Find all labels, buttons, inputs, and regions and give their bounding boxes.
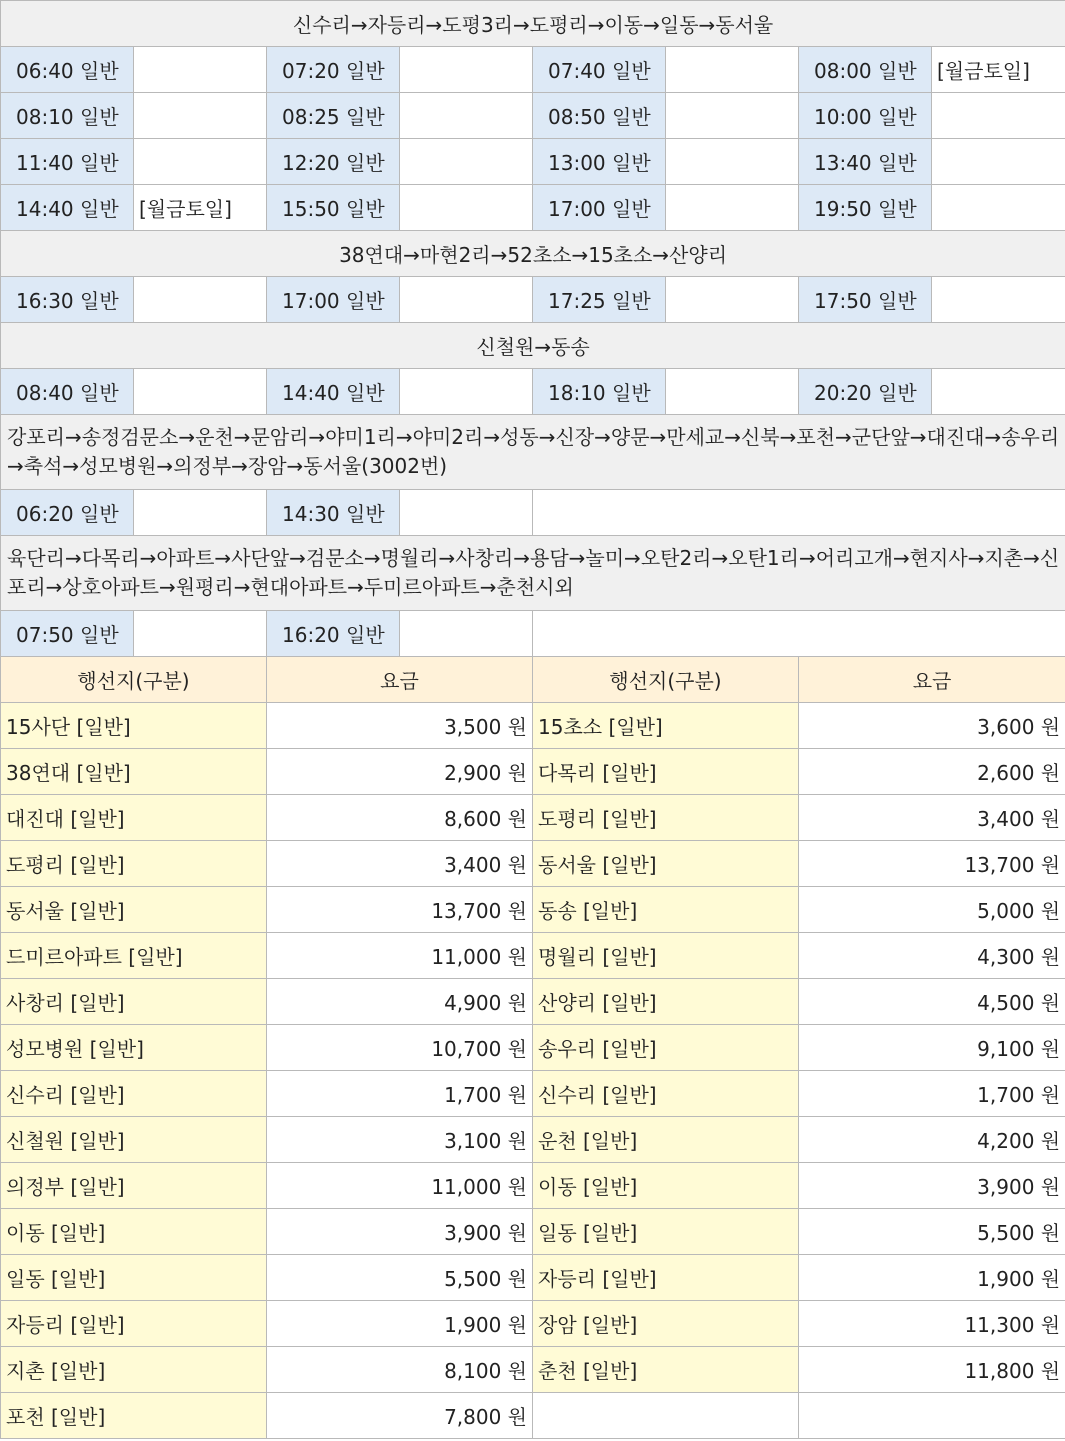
departure-time: 16:20 일반 (267, 611, 400, 657)
route-title: 38연대→마현2리→52초소→15초소→산양리 (1, 231, 1065, 277)
departure-time: 17:00 일반 (267, 277, 400, 323)
fare-destination (533, 1393, 799, 1439)
fare-price: 7,800 원 (267, 1393, 533, 1439)
fare-price: 4,200 원 (799, 1117, 1065, 1163)
service-note (932, 93, 1065, 139)
fare-row (1, 1255, 1065, 1301)
fare-header-row (1, 657, 1065, 703)
fare-destination: 포천 [일반] (1, 1393, 267, 1439)
service-note (134, 93, 267, 139)
fare-row (1, 1393, 1065, 1439)
fare-price: 11,300 원 (799, 1301, 1065, 1347)
service-note: [월금토일] (932, 47, 1065, 93)
fare-row (1, 703, 1065, 749)
service-note (666, 93, 799, 139)
service-note (666, 47, 799, 93)
fare-row (1, 1025, 1065, 1071)
fare-price: 9,100 원 (799, 1025, 1065, 1071)
fare-destination: 성모병원 [일반] (1, 1025, 267, 1071)
fare-price: 1,900 원 (799, 1255, 1065, 1301)
empty-cell (533, 490, 1065, 536)
fare-destination: 자등리 [일반] (1, 1301, 267, 1347)
route-title: 신철원→동송 (1, 323, 1065, 369)
fare-destination: 15사단 [일반] (1, 703, 267, 749)
fare-destination: 다목리 [일반] (533, 749, 799, 795)
fare-destination: 의정부 [일반] (1, 1163, 267, 1209)
fare-destination: 이동 [일반] (533, 1163, 799, 1209)
departure-time: 08:25 일반 (267, 93, 400, 139)
route-title: 신수리→자등리→도평3리→도평리→이동→일동→동서울 (1, 1, 1065, 47)
service-note (400, 490, 533, 536)
service-note (666, 369, 799, 415)
route-title: 강포리→송정검문소→운천→문암리→야미1리→야미2리→성동→신장→양문→만세교→신북→포천→군단앞→대진대→송우리→축석→성모병원→의정부→장암→동서울(3002번) (1, 415, 1065, 490)
fare-row (1, 1117, 1065, 1163)
fare-destination: 장암 [일반] (533, 1301, 799, 1347)
fare-price: 5,500 원 (799, 1209, 1065, 1255)
service-note (134, 611, 267, 657)
departure-time: 06:20 일반 (1, 490, 134, 536)
fare-destination: 15초소 [일반] (533, 703, 799, 749)
service-note (400, 369, 533, 415)
service-note (134, 369, 267, 415)
departure-time: 17:00 일반 (533, 185, 666, 231)
fare-price: 3,600 원 (799, 703, 1065, 749)
fare-row (1, 1209, 1065, 1255)
fare-header-destination: 행선지(구분) (1, 657, 267, 703)
departure-time: 16:30 일반 (1, 277, 134, 323)
fare-destination: 동서울 [일반] (1, 887, 267, 933)
fare-header-price: 요금 (799, 657, 1065, 703)
schedule-row (1, 139, 1065, 185)
route-title: 육단리→다목리→아파트→사단앞→검문소→명월리→사창리→용담→놀미→오탄2리→오탄1리→어리고개→현지사→지촌→신포리→상호아파트→원평리→현대아파트→두미르아파트→춘천시외 (1, 536, 1065, 611)
fare-destination: 운천 [일반] (533, 1117, 799, 1163)
departure-time: 07:20 일반 (267, 47, 400, 93)
fare-row (1, 979, 1065, 1025)
fare-destination: 산양리 [일반] (533, 979, 799, 1025)
fare-price: 11,000 원 (267, 1163, 533, 1209)
fare-price: 1,700 원 (267, 1071, 533, 1117)
departure-time: 14:40 일반 (267, 369, 400, 415)
empty-cell (533, 611, 1065, 657)
schedule-row (1, 369, 1065, 415)
fare-price: 8,600 원 (267, 795, 533, 841)
fare-destination: 이동 [일반] (1, 1209, 267, 1255)
service-note (400, 93, 533, 139)
departure-time: 13:40 일반 (799, 139, 932, 185)
service-note (666, 277, 799, 323)
fare-price: 13,700 원 (799, 841, 1065, 887)
fare-destination: 도평리 [일반] (533, 795, 799, 841)
departure-time: 20:20 일반 (799, 369, 932, 415)
fare-row (1, 795, 1065, 841)
fare-price: 11,000 원 (267, 933, 533, 979)
departure-time: 08:00 일반 (799, 47, 932, 93)
fare-price: 3,400 원 (799, 795, 1065, 841)
departure-time: 17:25 일반 (533, 277, 666, 323)
fare-destination: 동송 [일반] (533, 887, 799, 933)
service-note (932, 277, 1065, 323)
service-note (400, 139, 533, 185)
departure-time: 07:50 일반 (1, 611, 134, 657)
departure-time: 10:00 일반 (799, 93, 932, 139)
fare-row (1, 1301, 1065, 1347)
fare-header-destination: 행선지(구분) (533, 657, 799, 703)
service-note (134, 139, 267, 185)
departure-time: 15:50 일반 (267, 185, 400, 231)
departure-time: 17:50 일반 (799, 277, 932, 323)
fare-destination: 신수리 [일반] (1, 1071, 267, 1117)
fare-row (1, 887, 1065, 933)
fare-price: 2,600 원 (799, 749, 1065, 795)
fare-price: 8,100 원 (267, 1347, 533, 1393)
service-note (400, 277, 533, 323)
fare-price: 3,900 원 (267, 1209, 533, 1255)
fare-destination: 일동 [일반] (1, 1255, 267, 1301)
fare-table (1, 703, 1065, 1439)
fare-price: 3,100 원 (267, 1117, 533, 1163)
fare-price: 2,900 원 (267, 749, 533, 795)
departure-time: 18:10 일반 (533, 369, 666, 415)
service-note (134, 277, 267, 323)
fare-price: 3,500 원 (267, 703, 533, 749)
schedule-row (1, 93, 1065, 139)
service-note (134, 47, 267, 93)
fare-price: 3,900 원 (799, 1163, 1065, 1209)
schedule-row (1, 611, 1065, 657)
service-note (932, 369, 1065, 415)
fare-price: 1,700 원 (799, 1071, 1065, 1117)
fare-destination: 송우리 [일반] (533, 1025, 799, 1071)
fare-destination: 도평리 [일반] (1, 841, 267, 887)
schedule-row (1, 185, 1065, 231)
schedule-row (1, 47, 1065, 93)
departure-time: 08:50 일반 (533, 93, 666, 139)
fare-destination: 동서울 [일반] (533, 841, 799, 887)
service-note (666, 139, 799, 185)
schedule-row (1, 277, 1065, 323)
fare-destination: 신수리 [일반] (533, 1071, 799, 1117)
service-note (400, 611, 533, 657)
fare-price: 4,900 원 (267, 979, 533, 1025)
departure-time: 14:40 일반 (1, 185, 134, 231)
fare-destination: 자등리 [일반] (533, 1255, 799, 1301)
departure-time: 12:20 일반 (267, 139, 400, 185)
fare-destination: 사창리 [일반] (1, 979, 267, 1025)
fare-destination: 지촌 [일반] (1, 1347, 267, 1393)
fare-row (1, 749, 1065, 795)
fare-price: 4,300 원 (799, 933, 1065, 979)
departure-time: 19:50 일반 (799, 185, 932, 231)
fare-row (1, 1347, 1065, 1393)
fare-destination: 대진대 [일반] (1, 795, 267, 841)
fare-price: 4,500 원 (799, 979, 1065, 1025)
fare-row (1, 1071, 1065, 1117)
schedule-row (1, 490, 1065, 536)
fare-row (1, 841, 1065, 887)
fare-price: 5,000 원 (799, 887, 1065, 933)
departure-time: 08:10 일반 (1, 93, 134, 139)
fare-header-price: 요금 (267, 657, 533, 703)
fare-destination: 명월리 [일반] (533, 933, 799, 979)
fare-price: 13,700 원 (267, 887, 533, 933)
departure-time: 06:40 일반 (1, 47, 134, 93)
fare-destination: 38연대 [일반] (1, 749, 267, 795)
departure-time: 11:40 일반 (1, 139, 134, 185)
fare-destination: 드미르아파트 [일반] (1, 933, 267, 979)
departure-time: 13:00 일반 (533, 139, 666, 185)
fare-destination: 춘천 [일반] (533, 1347, 799, 1393)
fare-price: 11,800 원 (799, 1347, 1065, 1393)
fare-destination: 일동 [일반] (533, 1209, 799, 1255)
fare-row (1, 1163, 1065, 1209)
fare-price (799, 1393, 1065, 1439)
fare-price: 1,900 원 (267, 1301, 533, 1347)
fare-row (1, 933, 1065, 979)
service-note (400, 47, 533, 93)
service-note (932, 139, 1065, 185)
service-note (932, 185, 1065, 231)
departure-time: 14:30 일반 (267, 490, 400, 536)
service-note: [월금토일] (134, 185, 267, 231)
fare-destination: 신철원 [일반] (1, 1117, 267, 1163)
departure-time: 08:40 일반 (1, 369, 134, 415)
departure-time: 07:40 일반 (533, 47, 666, 93)
service-note (400, 185, 533, 231)
fare-price: 10,700 원 (267, 1025, 533, 1071)
service-note (134, 490, 267, 536)
fare-price: 3,400 원 (267, 841, 533, 887)
service-note (666, 185, 799, 231)
fare-price: 5,500 원 (267, 1255, 533, 1301)
